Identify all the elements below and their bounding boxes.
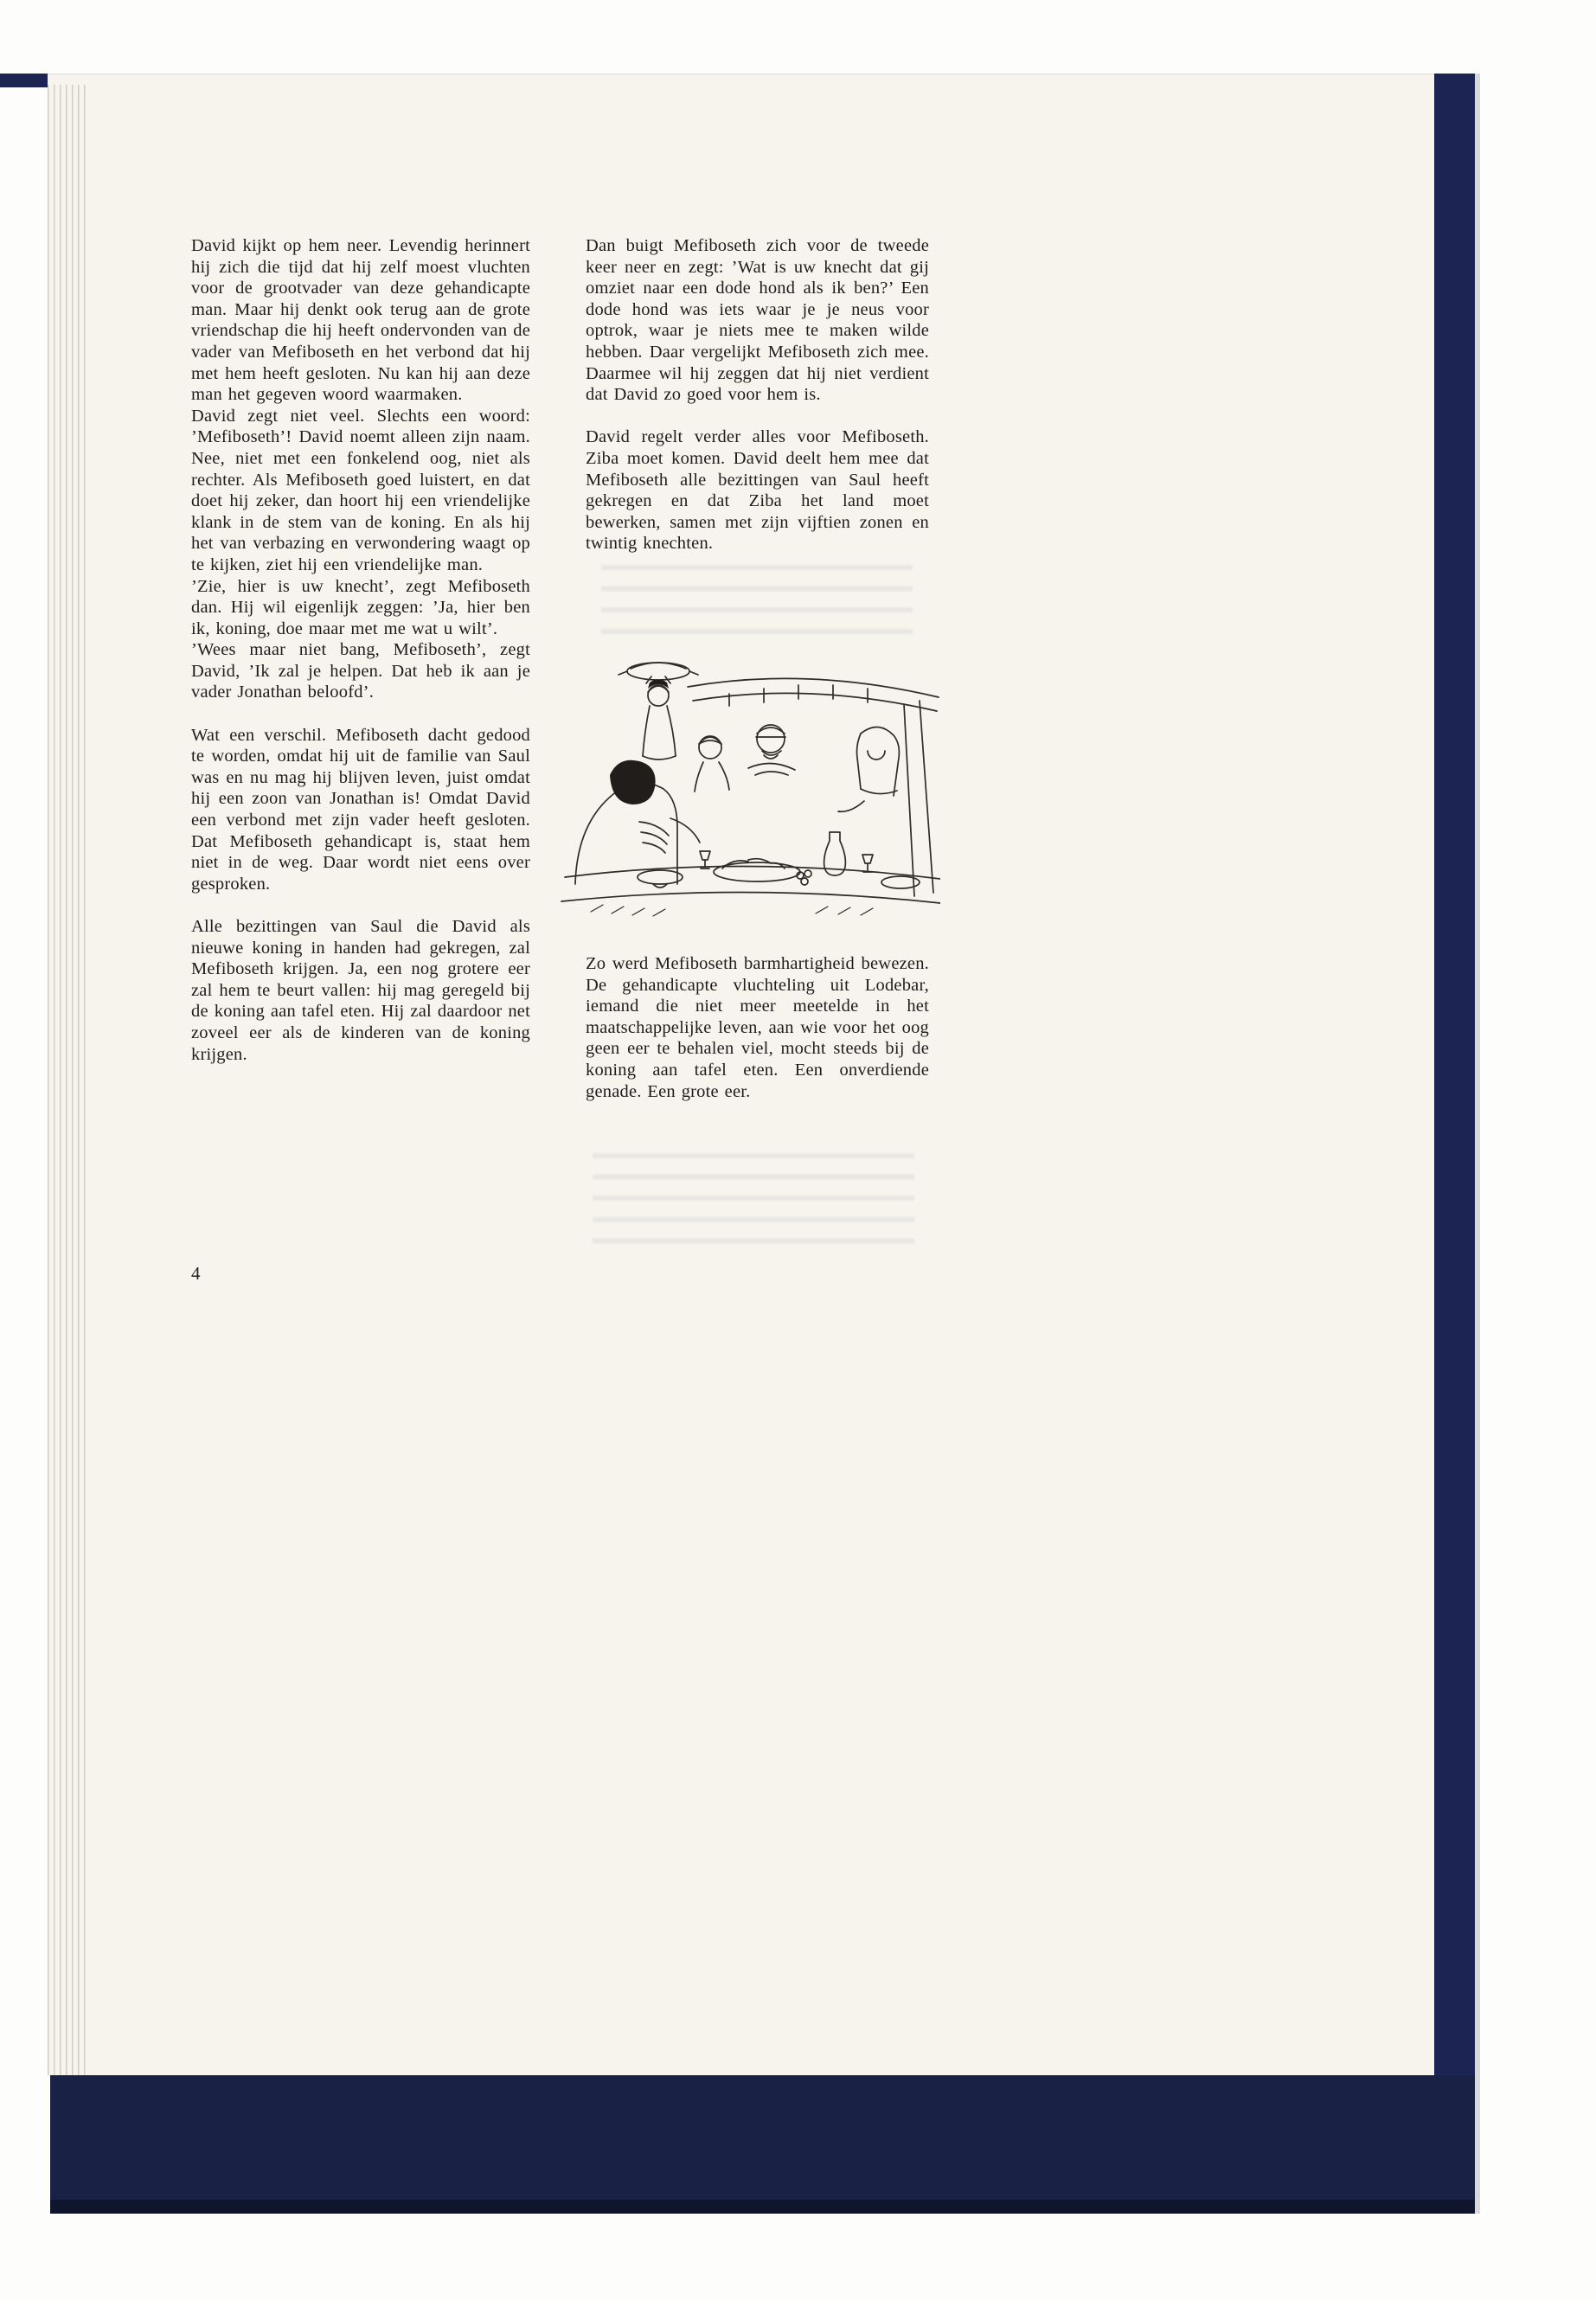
paragraph: David kijkt op hem neer. Levendig herinnert hij zich die tijd dat hij zelf moest vluchten voor de grootvader van deze gehandicapte man. Maar hij denkt ook terug aan de grote vriendschap die hij heeft ondervonden van de vader van Mefiboseth en het verbond dat hij met hem heeft gesloten. Nu kan hij aan deze man het gegeven woord waarmaken. <box>191 236 530 405</box>
page-number: 4 <box>191 1263 201 1284</box>
paragraph: ’Zie, hier is uw knecht’, zegt Mefiboseth dan. Hij wil eigenlijk zeggen: ’Ja, hier ben ik, koning, doe maar met me wat u wilt’. <box>191 576 530 638</box>
cover-band-right <box>1434 74 1475 2214</box>
right-column-lower-text <box>586 953 929 1102</box>
left-text-column <box>191 235 530 1065</box>
feast-scene-illustration <box>556 637 940 938</box>
paragraph: ’Wees maar niet bang, Mefiboseth’, zegt David, ’Ik zal je helpen. Dat heb ik aan je vader Jonathan beloofd’. <box>191 640 530 702</box>
right-text-column <box>586 235 929 1101</box>
paragraph: Dan buigt Mefiboseth zich voor de tweede keer neer en zegt: ’Wat is uw knecht dat gij omziet naar een dode hond als ik ben?’ Een dode hond was iets waar je je neus voor optrok, waar je niets mee te maken wilde hebben. Daar vergelijkt Mefiboseth zich mee. Daarmee wil hij zeggen dat hij niet verdient dat David zo goed voor hem is. <box>586 236 929 405</box>
paragraph: Zo werd Mefiboseth barmhartigheid bewezen. De gehandicapte vluchteling uit Lodebar, iemand die niet meer meetelde in het maatschappelijke leven, aan wie voor het oog geen eer te behalen viel, mocht steeds bij de koning aan tafel eten. Een onverdiende genade. Een grote eer. <box>586 954 929 1101</box>
page-stack-edge <box>48 85 86 2075</box>
paragraph: Alle bezittingen van Saul die David als nieuwe koning in handen had gekregen, zal Mefiboseth krijgen. Ja, een nog grotere eer zal hem te beurt vallen: hij mag geregeld bij de koning aan tafel eten. Hij zal daardoor net zoveel eer als de kinderen van de koning krijgen. <box>191 917 530 1064</box>
bleedthrough-text <box>593 1147 914 1259</box>
book-page <box>48 74 1434 2075</box>
bleedthrough-text <box>601 559 913 637</box>
paragraph: David zegt niet veel. Slechts een woord: ’Mefiboseth’! David noemt alleen zijn naam. Nee, niet met een fonkelend oog, niet als rechter. Als Mefiboseth goed luistert, en dat doet hij zeker, dan hoort hij een vriendelijke klank in de stem van de koning. En als hij het van verbazing en verwondering waagt op te kijken, ziet hij een vriendelijke man. <box>191 406 530 574</box>
paragraph: Wat een verschil. Mefiboseth dacht gedood te worden, omdat hij uit de familie van Saul was en nu mag hij blijven leven, juist omdat hij een zoon van Jonathan is! Omdat David een verbond met zijn vader heeft gesloten. Dat Mefiboseth gehandicapt is, staat hem niet in de weg. Daar wordt niet eens over gesproken. <box>191 725 530 894</box>
cover-band-bottom <box>50 2075 1475 2214</box>
paragraph: David regelt verder alles voor Mefiboseth. Ziba moet komen. David deelt hem mee dat Mefiboseth alle bezittingen van Saul heeft gekregen en dat Ziba het land moet bewerken, samen met zijn vijftien zonen en twintig knechten. <box>586 427 929 554</box>
